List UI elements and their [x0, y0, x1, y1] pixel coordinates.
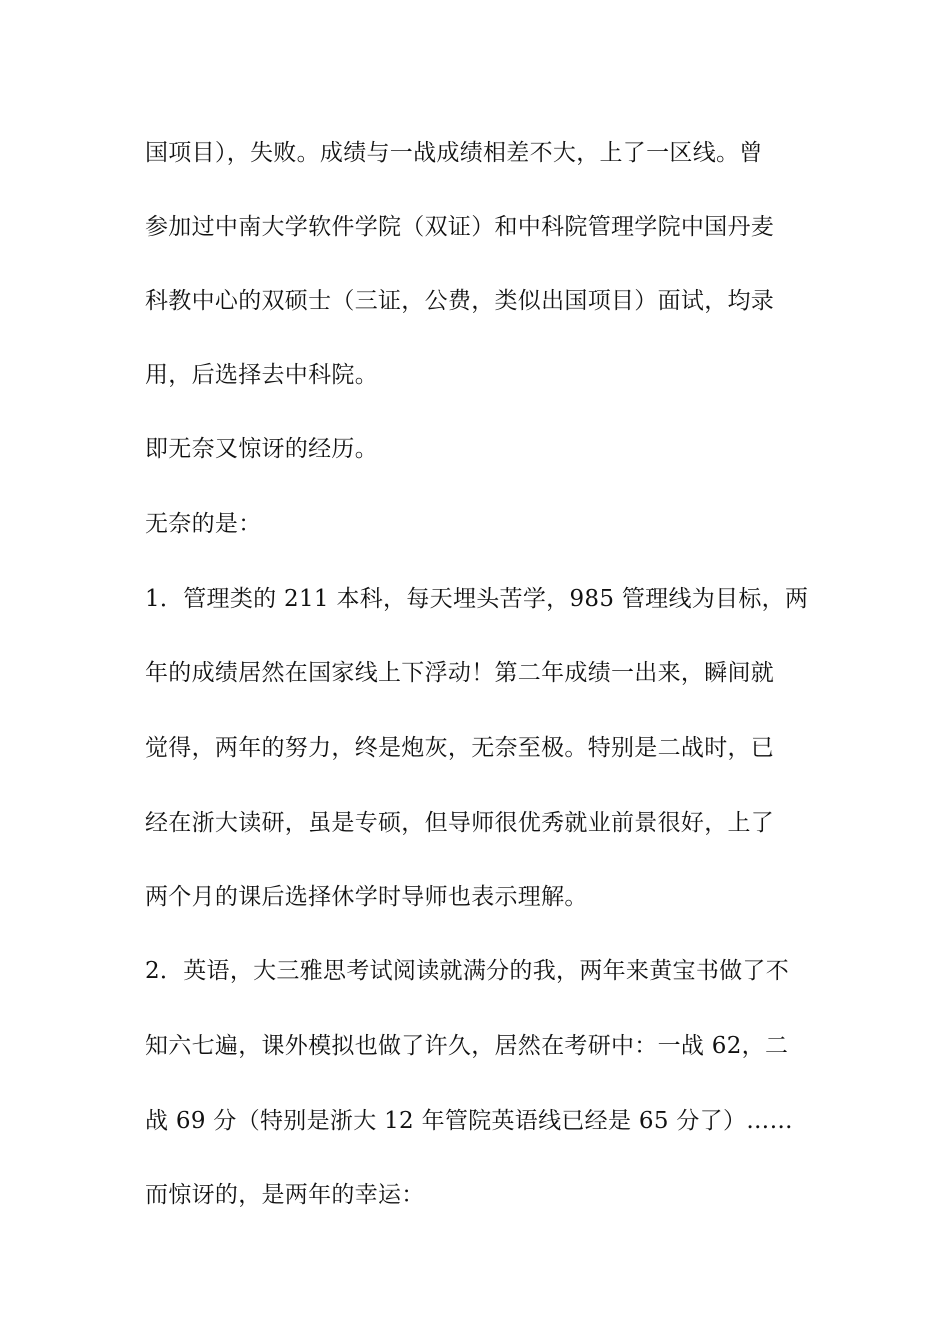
text-line: 科教中心的双硕士（三证，公费，类似出国项目）面试，均录	[145, 288, 775, 314]
text-line: 国项目），失败。成绩与一战成绩相差不大，上了一区线。曾	[145, 140, 763, 166]
text-line: 无奈的是：	[145, 511, 262, 537]
text-line: 经在浙大读研，虽是专硕，但导师很优秀就业前景很好，上了	[145, 810, 775, 836]
text-line: 而惊讶的，是两年的幸运：	[145, 1182, 425, 1208]
text-line: 参加过中南大学软件学院（双证）和中科院管理学院中国丹麦	[145, 214, 775, 240]
text-line: 年的成绩居然在国家线上下浮动！第二年成绩一出来，瞬间就	[145, 660, 775, 686]
text-line: 觉得，两年的努力，终是炮灰，无奈至极。特别是二战时，已	[145, 735, 775, 761]
text-line: 2．英语，大三雅思考试阅读就满分的我，两年来黄宝书做了不	[145, 958, 790, 984]
text-line: 两个月的课后选择休学时导师也表示理解。	[145, 884, 588, 910]
text-line: 知六七遍，课外模拟也做了许久，居然在考研中：一战 62，二	[145, 1033, 789, 1059]
text-line: 即无奈又惊讶的经历。	[145, 436, 378, 462]
text-line: 战 69 分（特别是浙大 12 年管院英语线已经是 65 分了）……	[145, 1108, 793, 1134]
text-line: 用，后选择去中科院。	[145, 362, 378, 388]
text-line: 1．管理类的 211 本科，每天埋头苦学，985 管理线为目标，两	[145, 586, 809, 612]
